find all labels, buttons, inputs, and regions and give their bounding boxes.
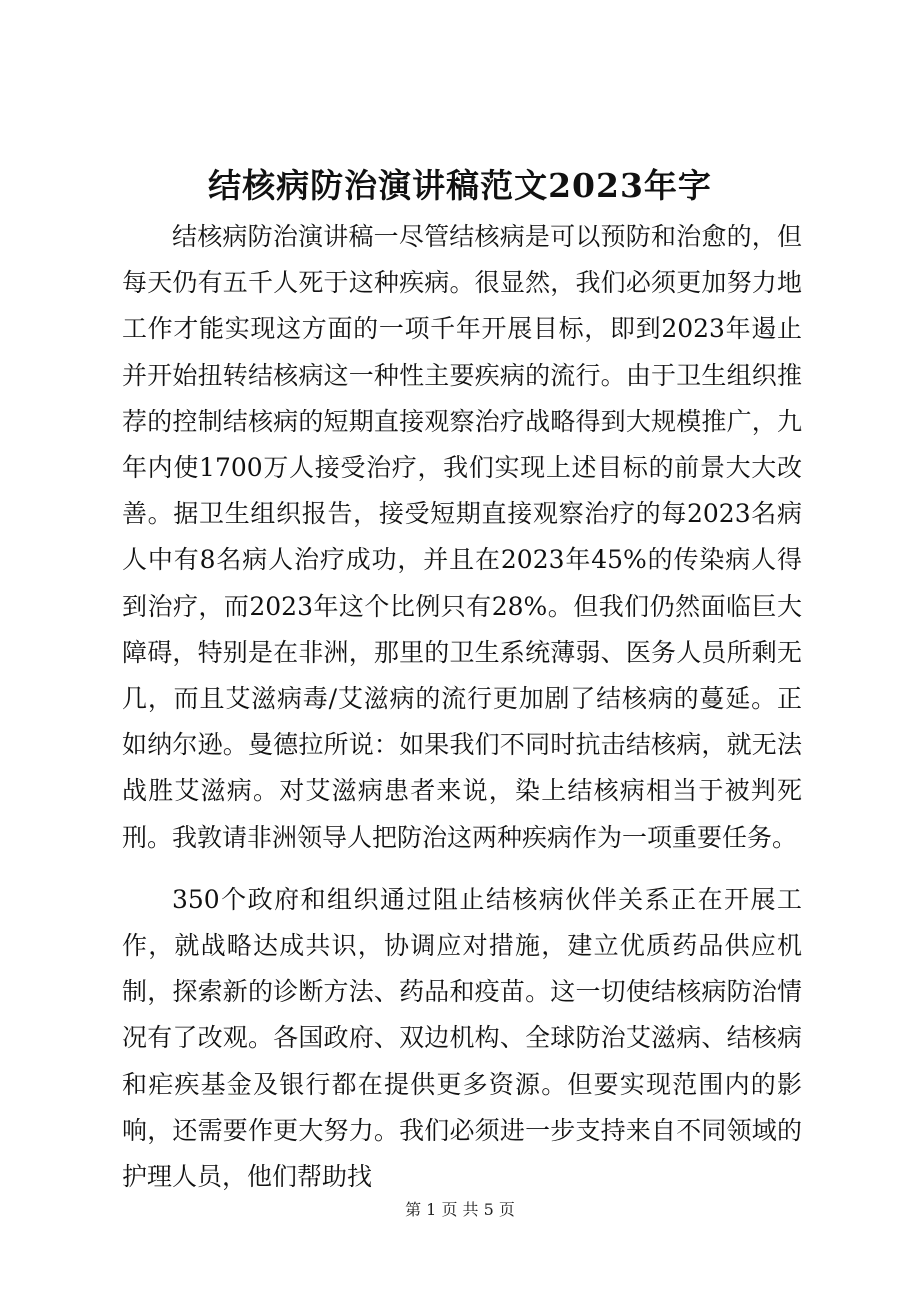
paragraph-1: 结核病防治演讲稿一尽管结核病是可以预防和治愈的，但每天仍有五千人死于这种疾病。很显然，我们必须更加努力地工作才能实现这方面的一项千年开展目标，即到2023年遏止并开始扭转结核病这一种性主要疾病的流行。由于卫生组织推荐的控制结核病的短期直接观察治疗战略得到大规模推广，九年内使1700万人接受治疗，我们实现上述目标的前景大大改善。据卫生组织报告，接受短期直接观察治疗的每2023名病人中有8名病人治疗成功，并且在2023年45%的传染病人得到治疗，而2023年这个比例只有28%。但我们仍然面临巨大障碍，特别是在非洲，那里的卫生系统薄弱、医务人员所剩无几，而且艾滋病毒/艾滋病的流行更加剧了结核病的蔓延。正如纳尔逊。曼德拉所说：如果我们不同时抗击结核病，就无法战胜艾滋病。对艾滋病患者来说，染上结核病相当于被判死刑。我敦请非洲领导人把防治这两种疾病作为一项重要任务。 <box>122 222 802 852</box>
paragraph-2: 350个政府和组织通过阻止结核病伙伴关系正在开展工作，就战略达成共识，协调应对措施，建立优质药品供应机制，探索新的诊断方法、药品和疫苗。这一切使结核病防治情况有了改观。各国政府、双边机构、全球防治艾滋病、结核病和疟疾基金及银行都在提供更多资源。但要实现范围内的影响，还需要作更大努力。我们必须进一步支持来自不同领域的护理人员，他们帮助找 <box>122 884 802 1192</box>
document-title: 结核病防治演讲稿范文2023年字 <box>208 166 712 205</box>
page-number-footer: 第 1 页 共 5 页 <box>405 1200 515 1219</box>
document-body <box>122 214 802 1200</box>
